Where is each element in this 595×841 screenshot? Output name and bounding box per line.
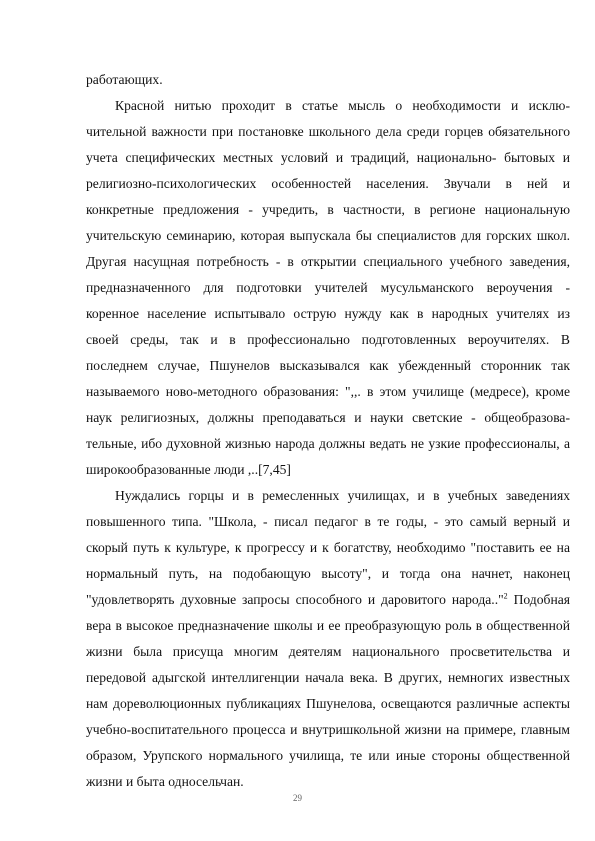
text-line: коренное население испытывало острую нужду как в народных учителях из xyxy=(86,306,570,321)
text-line: скорый путь к культуре, к прогрессу и к богатству, необходимо "поставить ее на xyxy=(86,540,570,555)
paragraph-first-line: Красной нитью проходит в статье мысль о необходимости и исклю- xyxy=(115,98,570,113)
text-line: чительной важности при постановке школьного дела среди горцев обязательного xyxy=(86,124,570,139)
text-line: жизни была присуща многим деятелям национального просветительства и xyxy=(86,644,570,659)
text-line: широкообразованные люди ,..[7,45] xyxy=(86,462,291,477)
footnote-marker[interactable]: 2 xyxy=(503,592,508,601)
text-line: повышенного типа. "Школа, - писал педагог в те годы, - это самый верный и xyxy=(86,514,570,529)
text-line: тельные, ибо духовной жизнью народа должны ведать не узкие профессионалы, а xyxy=(86,436,570,451)
text-line: Другая насущная потребность - в открытии специального учебного заведения, xyxy=(86,254,570,269)
text-line: религиозно-психологических особенностей населения. Звучали в ней и xyxy=(86,176,570,191)
text-line: последнем случае, Пшунелов высказывался как убежденный сторонник так xyxy=(86,358,570,373)
text-line: нормальный путь, на подобающую высоту", и тогда она начнет, наконец xyxy=(86,566,570,581)
page-number: 29 xyxy=(293,793,302,803)
text-line: образом, Урупского нормального училища, те или иные стороны общественной xyxy=(86,748,570,763)
text-line: передовой адыгской интеллигенции начала века. В других, немногих известных xyxy=(86,670,570,685)
text-line-with-footnote xyxy=(86,592,570,608)
text-line: работающих. xyxy=(86,72,163,87)
text-line: конкретные предложения - учредить, в частности, в регионе национальную xyxy=(86,202,570,217)
text-line: своей среды, так и в профессионально подготовленных вероучителях. В xyxy=(86,332,570,347)
paragraph-first-line: Нуждались горцы и в ремесленных училищах, и в учебных заведениях xyxy=(115,488,570,503)
text-line: учительскую семинарию, которая выпускала бы специалистов для горских школ. xyxy=(86,228,570,243)
text-segment: Подобная xyxy=(507,592,570,607)
text-line: нам дореволюционных публикациях Пшунелова, освещаются различные аспекты xyxy=(86,696,570,711)
text-segment: "удовлетворять духовные запросы способного и даровитого народа.." xyxy=(86,592,504,607)
text-line: вера в высокое предназначение школы и ее преобразующую роль в общественной xyxy=(86,618,570,633)
text-line: учета специфических местных условий и традиций, национально- бытовых и xyxy=(86,150,570,165)
text-line: называемого ново-методного образования: ",,. в этом училище (медресе), кроме xyxy=(86,384,570,399)
text-line: жизни и быта односельчан. xyxy=(86,774,244,789)
text-line: учебно-воспитательного процесса и внутришкольной жизни на примере, главным xyxy=(86,722,570,737)
text-line: предназначенного для подготовки учителей мусульманского вероучения - xyxy=(86,280,570,295)
text-line: наук религиозных, должны преподаваться и науки светские - общеобразова- xyxy=(86,410,570,425)
